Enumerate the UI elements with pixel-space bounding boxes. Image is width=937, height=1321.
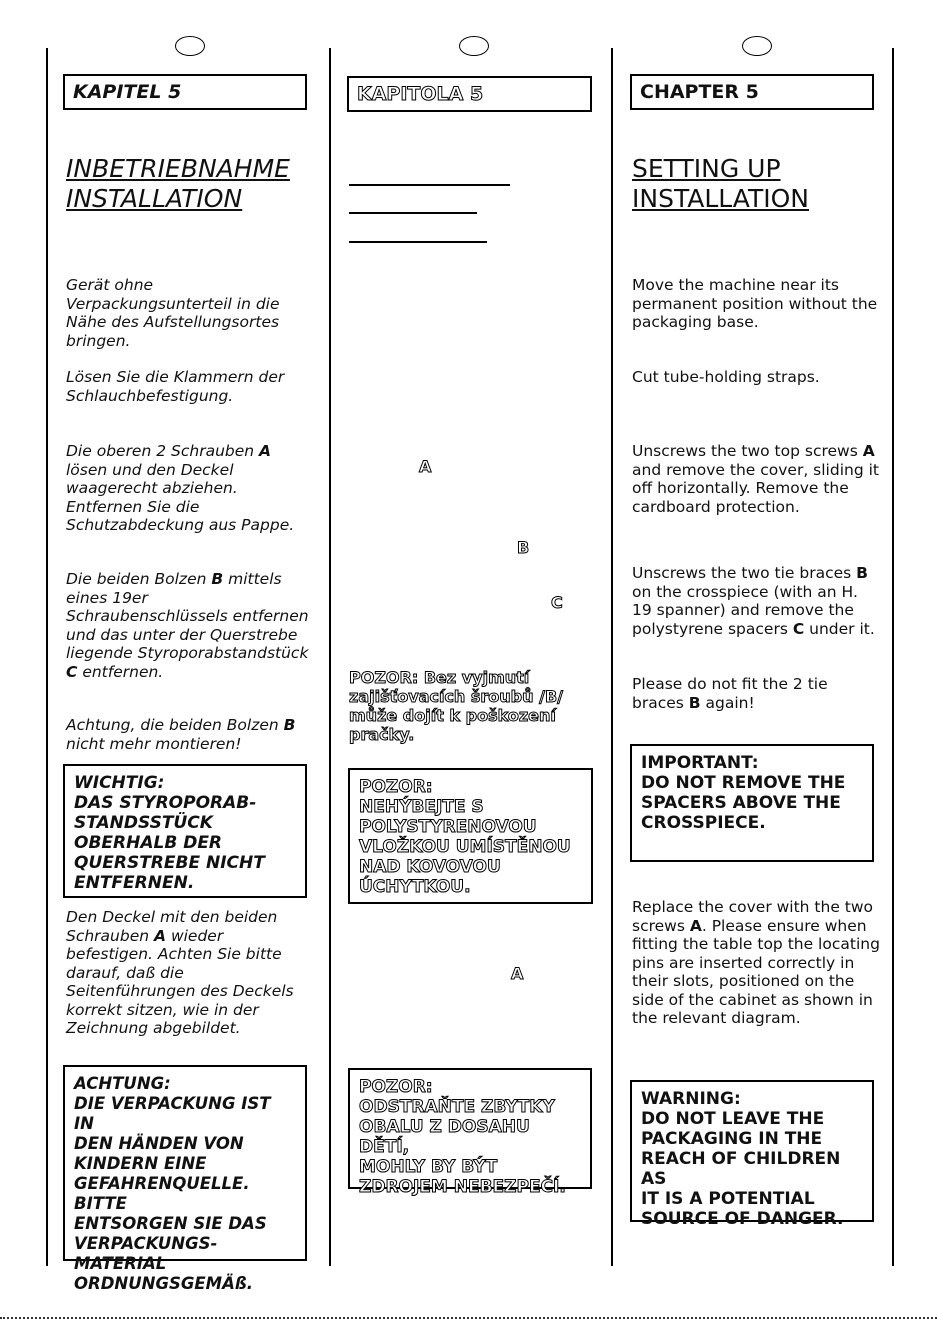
warning-box-en-1: IMPORTANT: DO NOT REMOVE THE SPACERS ABOVE THE CROSSPIECE.: [630, 744, 874, 862]
section-title-de: [66, 154, 290, 214]
paragraph-en-6: Replace the cover with the two screws A. Please ensure when fitting the table top the locating pins are inserted correctly in their slots, positioned on the side of the cabinet as shown in the relevant diagram.: [632, 898, 880, 1027]
page-bottom-border: [0, 1317, 937, 1319]
language-badge-cz: [459, 36, 489, 56]
column-divider: [46, 48, 48, 1266]
paragraph-de-6: Den Deckel mit den beiden Schrauben A wieder befestigen. Achten Sie bitte darauf, daß die Seitenführungen des Deckels korrekt sitzen, wie in der Zeichnung abgebildet.: [66, 908, 294, 1037]
title-line: INSTALLATION: [632, 184, 809, 213]
language-badge-de: [175, 36, 205, 56]
paragraph-en-1: Move the machine near its permanent position without the packaging base.: [632, 276, 878, 331]
chapter-heading-cz: KAPITOLA 5: [347, 76, 592, 112]
warning-box-de-1: WICHTIG: DAS STYROPORAB- STANDSSTÜCK OBERHALB DER QUERSTREBE NICHT ENTFERNEN.: [63, 764, 307, 898]
paragraph-de-1: Gerät ohne Verpackungsunterteil in die Nähe des Aufstellungsortes bringen.: [66, 276, 280, 350]
section-title-en: [632, 154, 809, 214]
paragraph-de-4: Die beiden Bolzen B mittels eines 19er Schraubenschlüssels entfernen und das unter der Querstrebe liegende Styroporabstandstück C entfernen.: [66, 570, 309, 681]
paragraph-en-4: Unscrews the two tie braces B on the crosspiece (with an H. 19 spanner) and remove the polystyrene spacers C under it.: [632, 564, 875, 638]
chapter-heading-de: KAPITEL 5: [63, 74, 307, 110]
warning-box-cz-1: POZOR: NEHÝBEJTE S POLYSTYRENOVOU VLOŽKOU UMÍSTĚNOU NAD KOVOVOU ÚCHYTKOU.: [348, 768, 593, 904]
paragraph-en-3: Unscrews the two top screws A and remove the cover, sliding it off horizontally. Remove the cardboard protection.: [632, 442, 879, 516]
marker-letter-c: C: [551, 593, 563, 612]
title-line: INBETRIEBNAHME: [66, 154, 290, 183]
warning-box-de-2: ACHTUNG: DIE VERPACKUNG IST IN DEN HÄNDEN VON KINDERN EINE GEFAHRENQUELLE. BITTE ENTSORGEN SIE DAS VERPACKUNGS- MATERIAL ORDNUNGSGEMÄß.: [63, 1065, 307, 1261]
column-divider: [892, 48, 894, 1266]
marker-letter-b: B: [517, 538, 530, 557]
title-underline: [349, 212, 477, 214]
column-divider: [329, 48, 331, 1266]
title-line: SETTING UP: [632, 154, 781, 183]
language-badge-en: [742, 36, 772, 56]
title-underline: [349, 184, 510, 186]
marker-letter-a: A: [511, 964, 524, 983]
column-divider: [611, 48, 613, 1266]
paragraph-cz-warning: POZOR: Bez vyjmutí zajišťovacích šroubů /B/ může dojít k poškození pračky.: [349, 668, 563, 744]
title-line: INSTALLATION: [66, 184, 243, 213]
paragraph-en-5: Please do not fit the 2 tie braces B again!: [632, 675, 828, 712]
paragraph-de-5: Achtung, die beiden Bolzen B nicht mehr montieren!: [66, 716, 296, 753]
marker-letter-a: A: [419, 457, 432, 476]
warning-box-en-2: WARNING: DO NOT LEAVE THE PACKAGING IN THE REACH OF CHILDREN AS IT IS A POTENTIAL SOURCE OF DANGER.: [630, 1080, 874, 1222]
warning-box-cz-2: POZOR: ODSTRAŇTE ZBYTKY OBALU Z DOSAHU DĚTÍ, MOHLY BY BÝT ZDROJEM NEBEZPEČÍ.: [348, 1068, 592, 1189]
paragraph-en-2: Cut tube-holding straps.: [632, 368, 820, 386]
paragraph-de-2: Lösen Sie die Klammern der Schlauchbefestigung.: [66, 368, 285, 405]
chapter-heading-en: CHAPTER 5: [630, 74, 874, 110]
title-underline: [349, 241, 487, 243]
paragraph-de-3: Die oberen 2 Schrauben A lösen und den Deckel waagerecht abziehen. Entfernen Sie die Schutzabdeckung aus Pappe.: [66, 442, 295, 534]
